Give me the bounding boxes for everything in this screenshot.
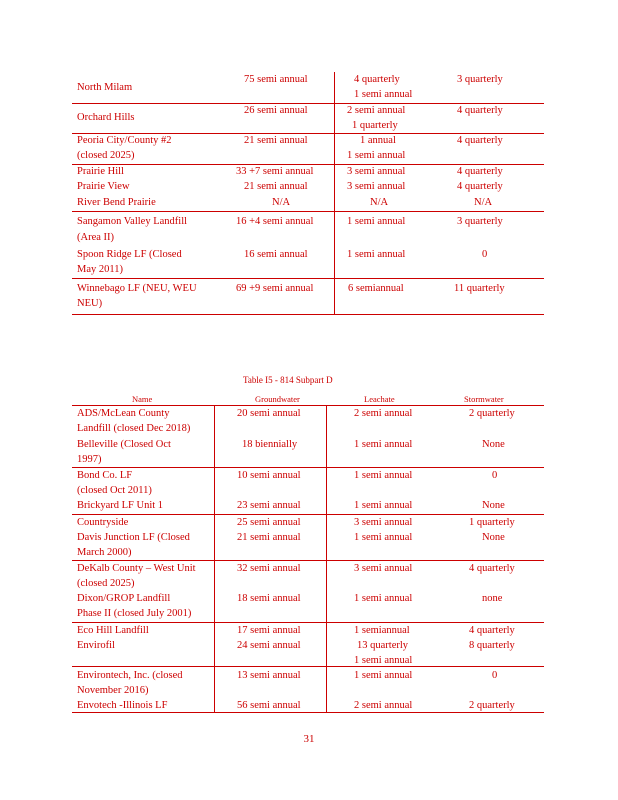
stormwater-cell: 8 quarterly — [469, 640, 515, 651]
leachate-cell: 1 semi annual — [347, 216, 406, 227]
stormwater-cell: N/A — [474, 197, 493, 208]
groundwater-cell: 26 semi annual — [244, 105, 308, 116]
header-name: Name — [132, 394, 153, 404]
leachate-cell: 1 quarterly — [352, 120, 398, 131]
stormwater-cell: 2 quarterly — [469, 408, 515, 419]
groundwater-cell: 21 semi annual — [244, 135, 308, 146]
name-cell: Sangamon Valley Landfill — [77, 216, 188, 227]
name-cell: March 2000) — [77, 547, 132, 558]
header-groundwater: Groundwater — [255, 394, 300, 404]
leachate-cell: 1 semiannual — [354, 625, 410, 636]
name-cell: November 2016) — [77, 685, 149, 696]
table-row — [72, 247, 544, 278]
stormwater-cell: 3 quarterly — [457, 74, 503, 85]
groundwater-cell: 16 semi annual — [244, 249, 308, 260]
leachate-cell: 3 semi annual — [354, 563, 413, 574]
header-leachate: Leachate — [364, 394, 395, 404]
leachate-cell: 1 semi annual — [354, 655, 413, 666]
leachate-cell: 3 semi annual — [354, 517, 413, 528]
stormwater-cell: 4 quarterly — [469, 625, 515, 636]
name-cell: Prairie Hill — [77, 166, 124, 177]
name-cell: River Bend Prairie — [77, 197, 156, 208]
row-divider — [72, 314, 544, 315]
table-row — [72, 561, 544, 622]
leachate-cell: 1 semi annual — [354, 470, 413, 481]
stormwater-cell: None — [482, 532, 505, 543]
name-cell: Environtech, Inc. (closed — [77, 670, 183, 681]
table-row — [72, 468, 544, 514]
table-row — [72, 623, 544, 665]
leachate-cell: 13 quarterly — [357, 640, 409, 651]
leachate-cell: 6 semiannual — [348, 283, 404, 294]
leachate-cell: 1 semi annual — [354, 593, 413, 604]
header-stormwater: Stormwater — [464, 394, 504, 404]
leachate-cell: 1 semi annual — [347, 249, 406, 260]
table-row — [72, 515, 544, 560]
stormwater-cell: None — [482, 439, 505, 450]
name-cell: Phase II (closed July 2001) — [77, 608, 192, 619]
name-cell: Envirofil — [77, 640, 115, 651]
top-table — [72, 72, 544, 315]
name-cell: Landfill (closed Dec 2018) — [77, 423, 191, 434]
name-cell: Davis Junction LF (Closed — [77, 532, 190, 543]
groundwater-cell: N/A — [272, 197, 291, 208]
stormwater-cell: none — [482, 593, 503, 604]
name-cell: Spoon Ridge LF (Closed — [77, 249, 182, 260]
table-row — [72, 406, 544, 467]
name-cell: Dixon/GROP Landfill — [77, 593, 171, 604]
name-cell: Prairie View — [77, 181, 130, 192]
stormwater-cell: 2 quarterly — [469, 700, 515, 711]
groundwater-cell: 24 semi annual — [237, 640, 301, 651]
table-row — [72, 133, 544, 164]
name-cell: Bond Co. LF — [77, 470, 133, 481]
leachate-cell: 1 annual — [360, 135, 396, 146]
name-cell: ADS/McLean County — [77, 408, 170, 419]
name-cell: Brickyard LF Unit 1 — [77, 500, 164, 511]
leachate-cell: 1 semi annual — [354, 89, 413, 100]
stormwater-cell: 4 quarterly — [457, 105, 503, 116]
name-cell: (closed Oct 2011) — [77, 485, 152, 496]
leachate-cell: 1 semi annual — [354, 532, 413, 543]
stormwater-cell: 4 quarterly — [469, 563, 515, 574]
groundwater-cell: 56 semi annual — [237, 700, 301, 711]
name-cell: Eco Hill Landfill — [77, 625, 149, 636]
stormwater-cell: 0 — [492, 470, 498, 481]
leachate-cell: 2 semi annual — [354, 408, 413, 419]
groundwater-cell: 23 semi annual — [237, 500, 301, 511]
leachate-cell: N/A — [370, 197, 389, 208]
leachate-cell: 3 semi annual — [347, 181, 406, 192]
table-caption: Table I5 - 814 Subpart D — [243, 375, 333, 385]
name-cell: Orchard Hills — [77, 112, 135, 123]
page-number: 31 — [303, 733, 315, 745]
leachate-cell: 1 semi annual — [347, 150, 406, 161]
groundwater-cell: 16 +4 semi annual — [236, 216, 314, 227]
groundwater-cell: 25 semi annual — [237, 517, 301, 528]
stormwater-cell: None — [482, 500, 505, 511]
stormwater-cell: 0 — [492, 670, 498, 681]
bottom-table — [72, 392, 544, 712]
name-cell: DeKalb County – West Unit — [77, 563, 196, 574]
name-cell: Peoria City/County #2 — [77, 135, 172, 146]
groundwater-cell: 18 biennially — [242, 439, 298, 450]
name-cell: (closed 2025) — [77, 578, 135, 589]
table-row — [72, 164, 544, 211]
groundwater-cell: 20 semi annual — [237, 408, 301, 419]
groundwater-cell: 21 semi annual — [237, 532, 301, 543]
groundwater-cell: 69 +9 semi annual — [236, 283, 314, 294]
groundwater-cell: 32 semi annual — [237, 563, 301, 574]
stormwater-cell: 0 — [482, 249, 488, 260]
name-cell: NEU) — [77, 298, 103, 309]
table-row — [72, 211, 544, 247]
groundwater-cell: 21 semi annual — [244, 181, 308, 192]
name-cell: Countryside — [77, 517, 129, 528]
name-cell: May 2011) — [77, 264, 123, 275]
leachate-cell: 3 semi annual — [347, 166, 406, 177]
groundwater-cell: 10 semi annual — [237, 470, 301, 481]
row-divider — [72, 666, 544, 667]
leachate-cell: 2 semi annual — [354, 700, 413, 711]
groundwater-cell: 17 semi annual — [237, 625, 301, 636]
leachate-cell: 4 quarterly — [354, 74, 400, 85]
table-row — [72, 103, 544, 133]
leachate-cell: 1 semi annual — [354, 439, 413, 450]
name-cell: 1997) — [77, 454, 102, 465]
name-cell: (Area II) — [77, 232, 115, 243]
table-row — [72, 668, 544, 712]
leachate-cell: 1 semi annual — [354, 500, 413, 511]
name-cell: Belleville (Closed Oct — [77, 439, 171, 450]
leachate-cell: 1 semi annual — [354, 670, 413, 681]
stormwater-cell: 11 quarterly — [454, 283, 505, 294]
groundwater-cell: 75 semi annual — [244, 74, 308, 85]
table-row — [72, 72, 544, 103]
stormwater-cell: 4 quarterly — [457, 181, 503, 192]
name-cell: (closed 2025) — [77, 150, 135, 161]
name-cell: North Milam — [77, 82, 133, 93]
leachate-cell: 2 semi annual — [347, 105, 406, 116]
stormwater-cell: 1 quarterly — [469, 517, 515, 528]
row-divider — [72, 712, 544, 713]
groundwater-cell: 13 semi annual — [237, 670, 301, 681]
groundwater-cell: 18 semi annual — [237, 593, 301, 604]
name-cell: Envotech -Illinois LF — [77, 700, 168, 711]
name-cell: Winnebago LF (NEU, WEU — [77, 283, 197, 294]
stormwater-cell: 3 quarterly — [457, 216, 503, 227]
stormwater-cell: 4 quarterly — [457, 166, 503, 177]
table-row — [72, 278, 544, 314]
groundwater-cell: 33 +7 semi annual — [236, 166, 314, 177]
stormwater-cell: 4 quarterly — [457, 135, 503, 146]
